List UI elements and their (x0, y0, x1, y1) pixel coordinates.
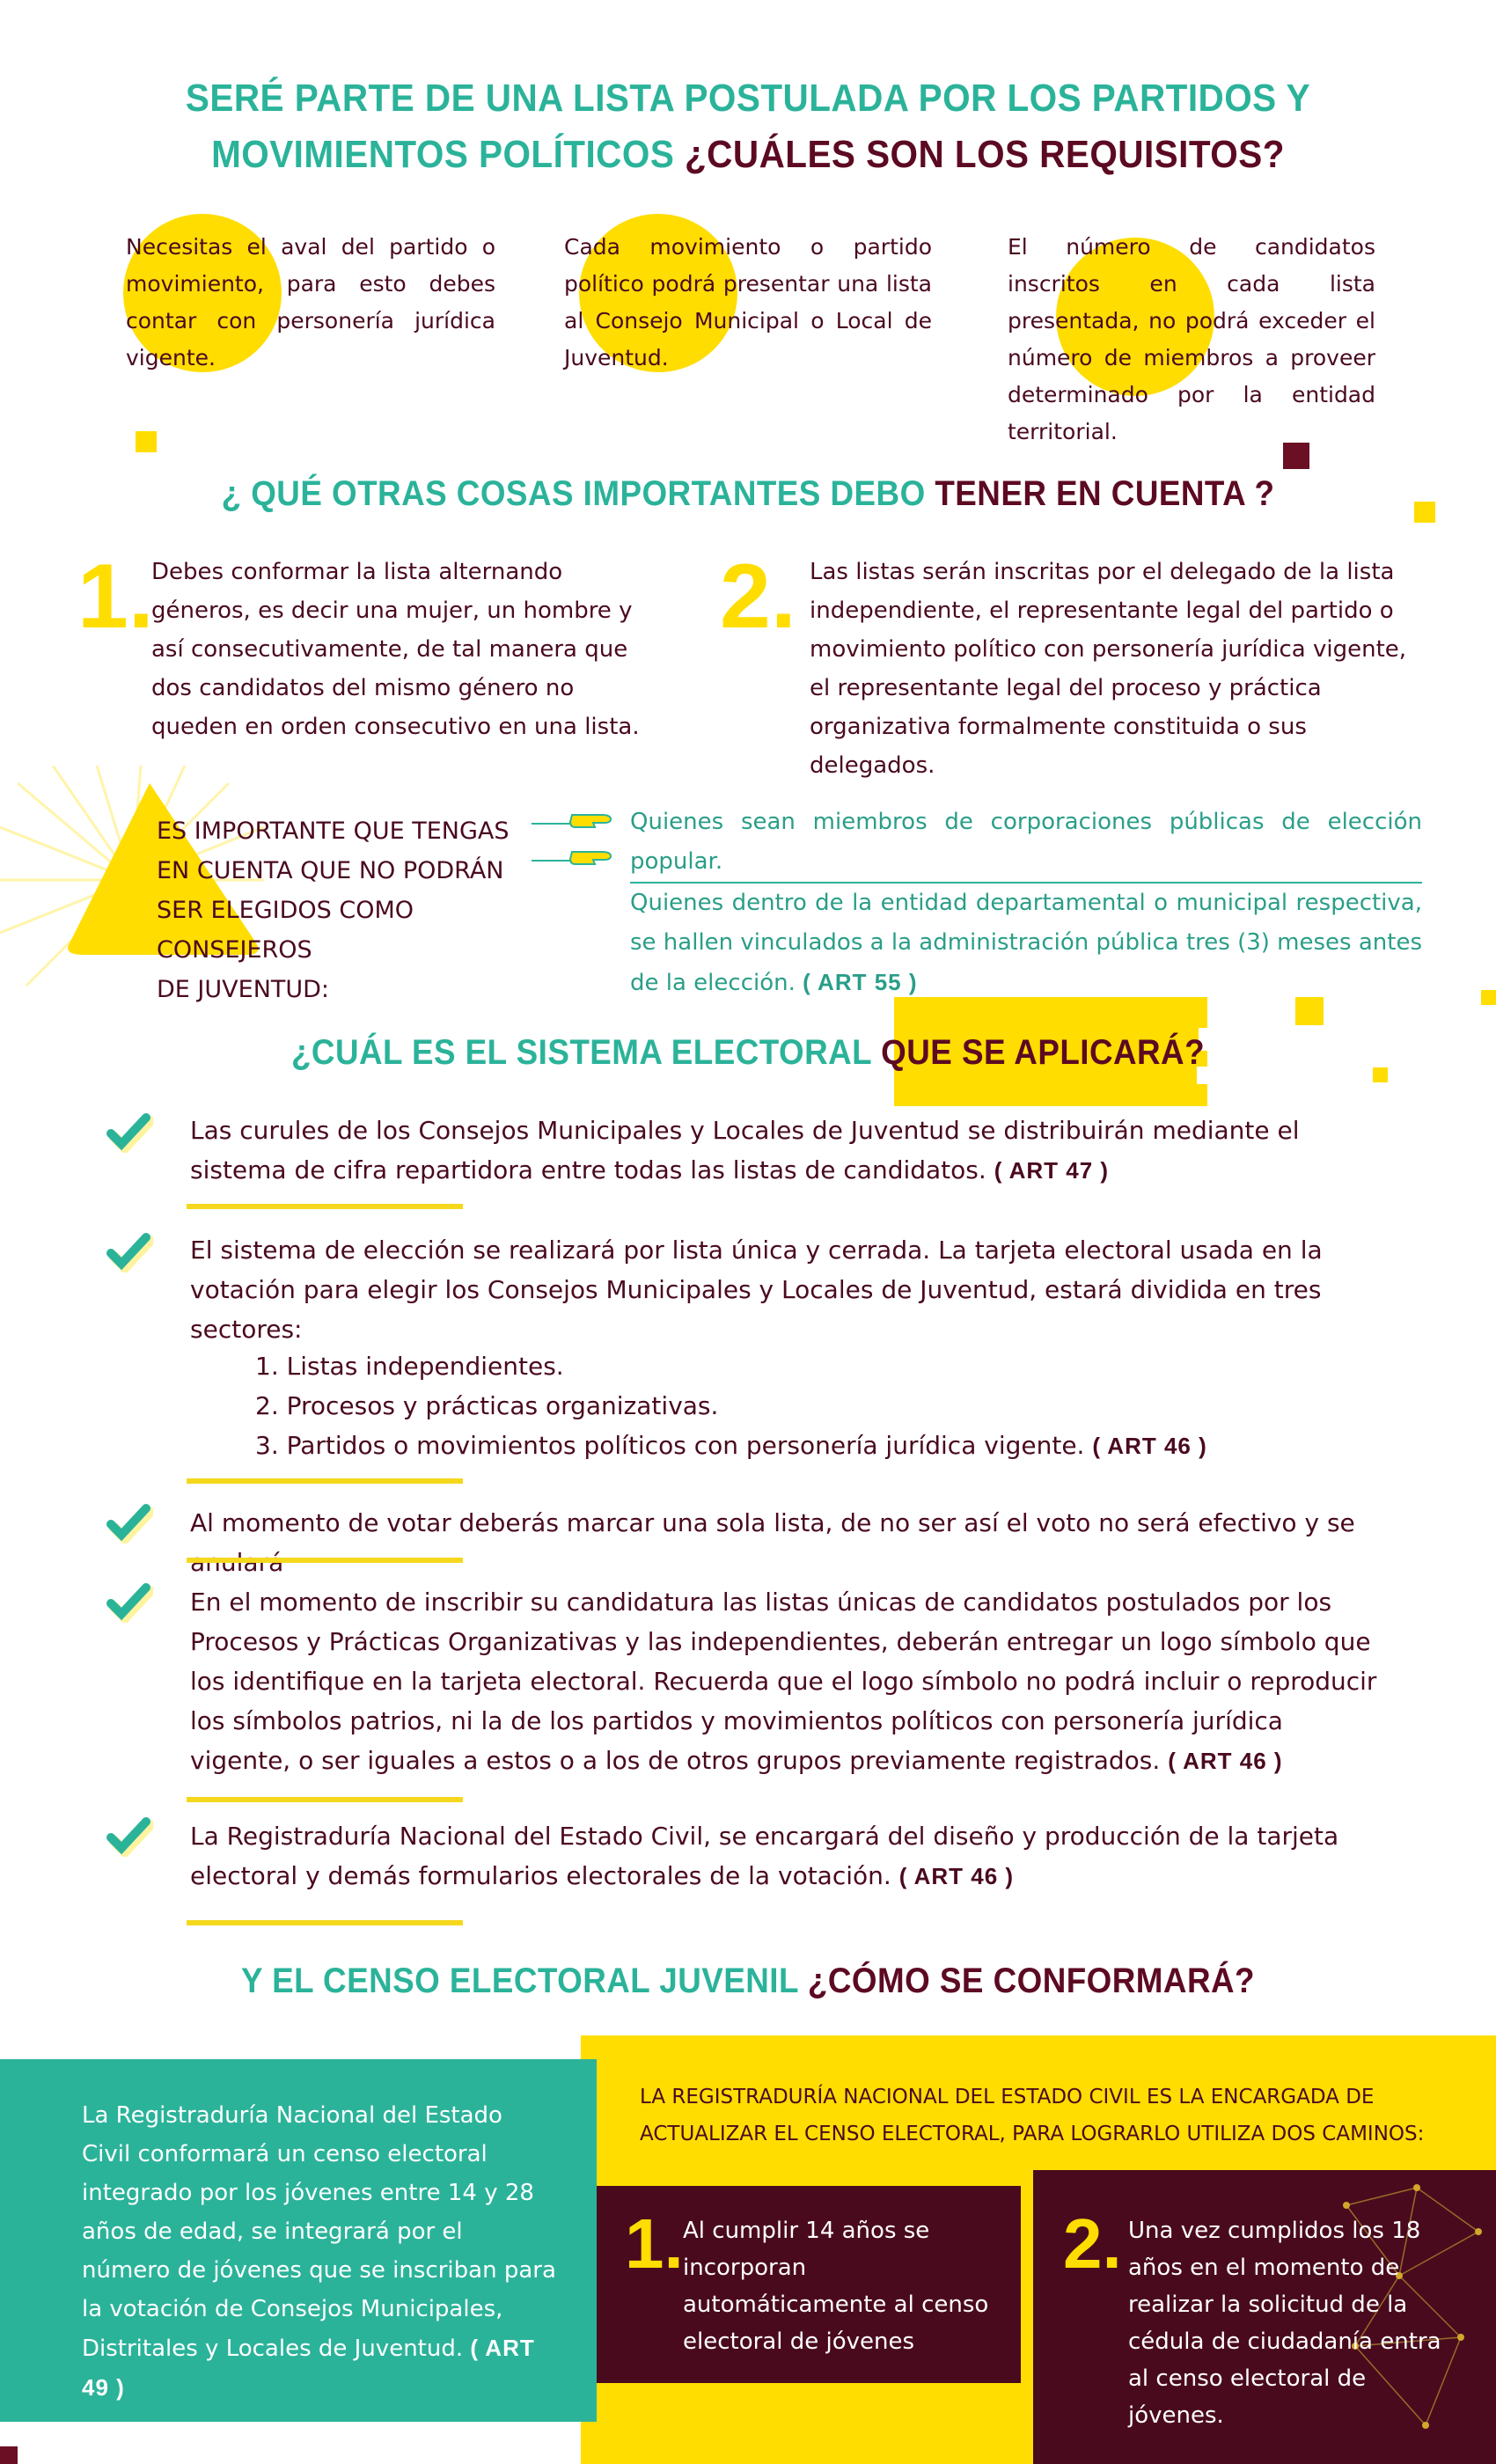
sector-2: 2. Procesos y prácticas organizativas. (255, 1391, 719, 1420)
pointing-hand-icon (532, 810, 620, 832)
divider-4 (187, 1797, 463, 1802)
section2-item-2: Las listas serán inscritas por el delegado de la lista independiente, el representante legal del partido o movimiento político con personería jurídica vigente, el representante legal del proceso y práctica organizativa formalmente constituida o sus delegados. (810, 559, 1407, 779)
section4-heading (60, 1954, 1436, 2008)
census-yellow-header: LA REGISTRADURÍA NACIONAL DEL ESTADO CIVIL ES LA ENCARGADA DE ACTUALIZAR EL CENSO ELECTORAL, PARA LOGRARLO UTILIZA DOS CAMINOS: (640, 2086, 1425, 2145)
electoral-item-4-text: En el momento de inscribir su candidatura las listas únicas de candidatos postulados por los Procesos y Prácticas Organizativas y las independientes, deberán entregar un logo símbolo que los identifique en la tarjeta electoral. Recuerda que el logo símbolo no podrá incluir o reproducir los símbolos patrios, ni la de los partidos y movimientos políticos con personería jurídica vigente, o ser iguales a estos o a los de otros grupos previamente registrados. (190, 1588, 1377, 1775)
decor-square-yellow-4 (1481, 990, 1496, 1005)
title-line-2 (60, 127, 1436, 183)
title-line-2-teal: MOVIMIENTOS POLÍTICOS (211, 133, 675, 176)
decor-square-yellow-1 (136, 431, 157, 452)
check-icon (104, 1815, 153, 1857)
ineligible-item-1: Quienes sean miembros de corporaciones públicas de elección popular. (630, 803, 1422, 884)
art-47-reference: ( ART 47 ) (994, 1157, 1110, 1184)
check-icon (104, 1580, 153, 1623)
sector-3-text: 3. Partidos o movimientos políticos con personería jurídica vigente. (255, 1431, 1085, 1460)
electoral-item-4 (190, 1582, 1387, 1781)
art-46-reference: ( ART 46 ) (898, 1863, 1015, 1889)
item-number-1: 1. (77, 546, 154, 648)
way1-text: Al cumplir 14 años se incorporan automáticamente al censo electoral de jóvenes (683, 2218, 989, 2355)
sector-1: 1. Listas independientes. (255, 1352, 564, 1381)
check-icon (104, 1230, 153, 1272)
electoral-item-5 (190, 1816, 1387, 1896)
electoral-item-1 (190, 1111, 1387, 1191)
decor-square-yellow-3 (1295, 997, 1324, 1025)
section2-heading (60, 466, 1436, 521)
divider-3 (187, 1558, 463, 1563)
section3-heading (60, 1025, 1436, 1080)
important-line-1: ES IMPORTANTE QUE TENGAS (157, 818, 510, 845)
way2-text: Una vez cumplidos los 18 años en el momento de realizar la solicitud de la cédula de ciudadanía entra al censo electoral de jóvenes. (1128, 2218, 1441, 2429)
requirement-3: El número de candidatos inscritos en cada lista presentada, no podrá exceder el número de miembros a proveer determinado por la entidad territorial. (1008, 234, 1375, 444)
way1-number: 1. (625, 2204, 684, 2283)
census-teal-text (82, 2096, 557, 2408)
divider-5 (187, 1920, 463, 1925)
way2-number: 2. (1063, 2204, 1122, 2283)
important-line-4: DE JUVENTUD: (157, 976, 330, 1003)
ineligible-item-2-text: Quienes dentro de la entidad departamental o municipal respectiva, se hallen vinculados a la administración pública tres (3) meses antes de la elección. (630, 890, 1422, 996)
section4-heading-teal: Y EL CENSO ELECTORAL JUVENIL (241, 1962, 799, 2000)
art-55-reference: ( ART 55 ) (803, 969, 918, 995)
page-title (60, 70, 1436, 183)
section2-item-1: Debes conformar la lista alternando géneros, es decir una mujer, un hombre y así consecutivamente, de tal manera que dos candidatos del mismo género no queden en orden consecutivo en una lista. (151, 559, 640, 740)
important-line-3: SER ELEGIDOS COMO CONSEJEROS (157, 897, 414, 964)
check-icon (104, 1501, 153, 1544)
ineligible-item-2 (630, 884, 1422, 1003)
divider-2 (187, 1478, 463, 1484)
electoral-item-3: Al momento de votar deberás marcar una sola lista, de no ser así el voto no será efectivo y se (190, 1508, 1355, 1537)
sectors-list (255, 1346, 1399, 1466)
census-description: La Registraduría Nacional del Estado Civil conformará un censo electoral integrado por los jóvenes entre 14 y 28 años de edad, se integrará por el número de jóvenes que se inscriban para la votación de Consejos Municipales, Distritales y Locales de Juventud. (82, 2102, 556, 2362)
check-icon (104, 1111, 153, 1153)
electoral-item-2: El sistema de elección se realizará por lista única y cerrada. La tarjeta electoral usada en la votación para elegir los Consejos Municipales y Locales de Juventud, estará dividida en tres sectores: (190, 1236, 1323, 1344)
requirement-1: Necesitas el aval del partido o movimiento, para esto debes contar con personería jurídica vigente. (126, 234, 495, 370)
title-line-1: SERÉ PARTE DE UNA LISTA POSTULADA POR LOS PARTIDOS Y (185, 77, 1311, 120)
section3-heading-teal: ¿CUÁL ES EL SISTEMA ELECTORAL (290, 1033, 872, 1072)
item-number-2: 2. (720, 546, 796, 648)
section2-heading-maroon: TENER EN CUENTA ? (935, 474, 1275, 513)
electoral-item-5-text: La Registraduría Nacional del Estado Civil, se encargará del diseño y producción de la tarjeta electoral y demás formularios electorales de la votación. (190, 1822, 1339, 1890)
important-callout (157, 811, 561, 1009)
divider-1 (187, 1204, 463, 1209)
title-line-2-maroon: ¿CUÁLES SON LOS REQUISITOS? (684, 133, 1285, 176)
art-46-reference: ( ART 46 ) (1092, 1433, 1207, 1459)
pointing-hand-icon-2 (532, 847, 620, 869)
decor-square-maroon-2 (0, 2446, 18, 2464)
section2-heading-teal: ¿ QUÉ OTRAS COSAS IMPORTANTES DEBO (221, 474, 926, 513)
sector-3 (255, 1426, 1399, 1466)
ineligible-list (630, 803, 1422, 1003)
art-46-reference: ( ART 46 ) (1168, 1748, 1283, 1774)
decor-square-maroon-1 (1283, 443, 1309, 469)
section4-heading-maroon: ¿CÓMO SE CONFORMARÁ? (807, 1962, 1255, 2000)
electoral-item-1-text: Las curules de los Consejos Municipales y Locales de Juventud se distribuirán mediante el sistema de cifra repartidora entre todas las listas de candidatos. (190, 1116, 1300, 1184)
art-49-reference: ( ART 49 ) (82, 2335, 535, 2401)
important-line-2: EN CUENTA QUE NO PODRÁN (157, 857, 504, 884)
requirement-2: Cada movimiento o partido político podrá presentar una lista al Consejo Municipal o Local de Juventud. (564, 234, 932, 370)
section3-heading-maroon: QUE SE APLICARÁ? (881, 1033, 1206, 1072)
